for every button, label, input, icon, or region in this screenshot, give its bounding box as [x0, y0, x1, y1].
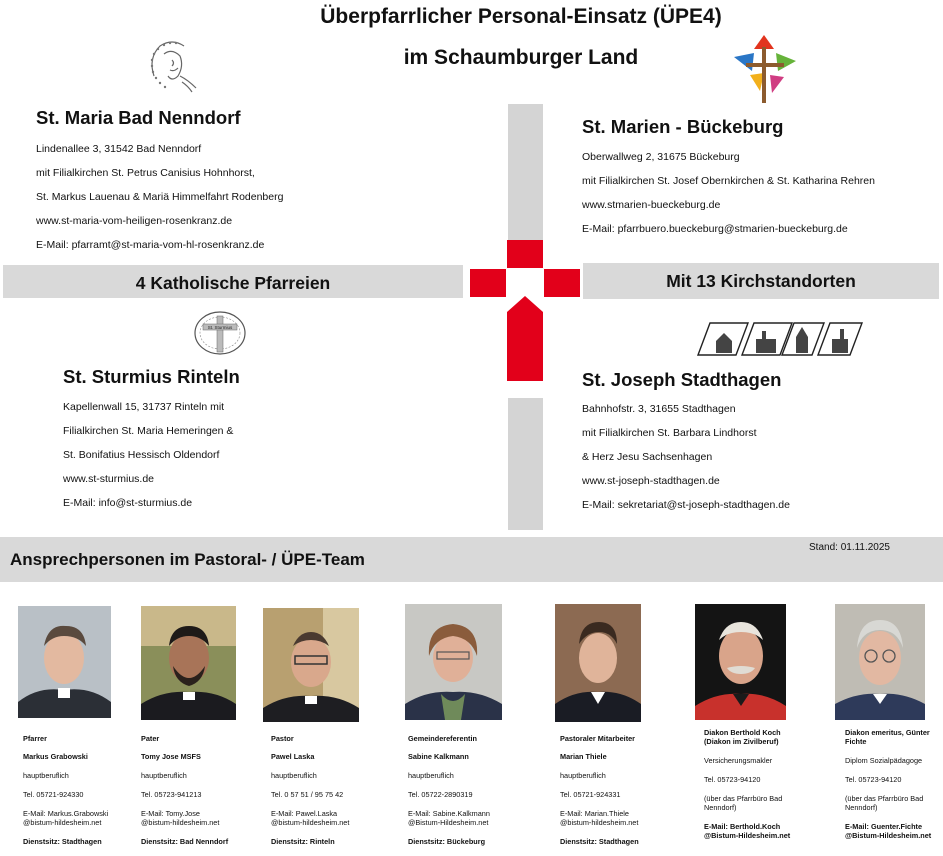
person-email[interactable]: E-Mail: Berthold.Koch	[704, 822, 781, 831]
person-job: Diplom Sozialpädagoge	[845, 756, 923, 765]
parish-website[interactable]: www.st-joseph-stadthagen.de	[582, 475, 720, 487]
madonna-logo-icon	[142, 36, 202, 96]
band-church-locations: Mit 13 Kirchstandorten	[583, 263, 939, 299]
parish-name-bad-nenndorf: St. Maria Bad Nenndorf	[36, 107, 241, 128]
person-phone[interactable]: Tel. 05723-941213	[141, 790, 202, 799]
person-name: Diakon emeritus, Günter	[845, 728, 930, 737]
person-email-domain[interactable]: @Bistum-Hildesheim.net	[408, 818, 489, 827]
person-email[interactable]: E-Mail: Markus.Grabowski	[23, 809, 109, 818]
portrait-markus-grabowski	[18, 606, 111, 718]
portrait-sabine-kalkmann	[405, 604, 502, 720]
person-name: Diakon Berthold Koch	[704, 728, 781, 737]
person-type: hauptberuflich	[408, 771, 454, 780]
rainbow-cross-logo-icon	[730, 33, 798, 105]
person-email-domain[interactable]: @Bistum-Hildesheim.net	[845, 831, 932, 840]
person-phone[interactable]: Tel. 0 57 51 / 95 75 42	[271, 790, 344, 799]
person-phone-note: (über das Pfarrbüro Bad	[845, 794, 924, 803]
parish-line: Oberwallweg 2, 31675 Bückeburg	[582, 151, 740, 163]
person-role: Pfarrer	[23, 734, 47, 743]
seal-text: St. Sturmius	[207, 325, 233, 330]
person-type: hauptberuflich	[141, 771, 187, 780]
parish-details-bueckeburg	[582, 145, 875, 241]
person-name-note: Fichte	[845, 737, 867, 746]
page-title-line1: Überpfarrlicher Personal-Einsatz (ÜPE4)	[320, 5, 722, 28]
person-card-berthold-koch	[704, 728, 790, 840]
parish-line: Filialkirchen St. Maria Hemeringen &	[63, 425, 234, 437]
parish-website[interactable]: www.stmarien-bueckeburg.de	[582, 199, 721, 211]
person-job: Versicherungsmakler	[704, 756, 773, 765]
parish-details-stadthagen	[582, 397, 790, 517]
person-email-domain[interactable]: @bistum-hildesheim.net	[23, 818, 102, 827]
person-phone-note: Nenndorf)	[704, 803, 737, 812]
person-seat: Dienstsitz: Rinteln	[271, 837, 335, 846]
person-name: Sabine Kalkmann	[408, 752, 469, 761]
parish-email[interactable]: E-Mail: sekretariat@st-joseph-stadthagen.de	[582, 499, 790, 511]
person-phone-note: (über das Pfarrbüro Bad	[704, 794, 783, 803]
parish-name-stadthagen: St. Joseph Stadthagen	[582, 369, 782, 390]
person-card-guenter-fichte	[845, 728, 931, 840]
person-card-pawel-laska	[271, 734, 349, 846]
parish-name-rinteln: St. Sturmius Rinteln	[63, 366, 240, 387]
portrait-tomy-jose	[141, 606, 236, 720]
person-role: Pastor	[271, 734, 294, 743]
parish-email[interactable]: E-Mail: pfarrbuero.bueckeburg@stmarien-bueckeburg.de	[582, 223, 848, 235]
person-role: Gemeindereferentin	[408, 734, 477, 743]
parish-line: mit Filialkirchen St. Josef Obernkirchen & St. Katharina Rehren	[582, 175, 875, 187]
person-name: Pawel Laska	[271, 752, 315, 761]
parish-website[interactable]: www.st-maria-vom-heiligen-rosenkranz.de	[36, 215, 233, 227]
person-phone[interactable]: Tel. 05721-924330	[23, 790, 84, 799]
person-name-note: (Diakon im Zivilberuf)	[704, 737, 779, 746]
parish-details-bad-nenndorf	[36, 137, 283, 257]
person-email-domain[interactable]: @bistum-hildesheim.net	[271, 818, 350, 827]
person-phone[interactable]: Tel. 05723-94120	[704, 775, 761, 784]
team-heading: Ansprechpersonen im Pastoral- / ÜPE-Team	[10, 550, 365, 569]
parish-line: & Herz Jesu Sachsenhagen	[582, 451, 713, 463]
parish-email[interactable]: E-Mail: pfarramt@st-maria-vom-hl-rosenkranz.de	[36, 239, 265, 251]
church-skyline-logo-icon	[696, 321, 864, 357]
band-parishes-count: 4 Katholische Pfarreien	[3, 265, 463, 298]
portrait-pawel-laska	[263, 608, 359, 722]
parish-line: mit Filialkirchen St. Petrus Canisius Hohnhorst,	[36, 167, 255, 179]
portrait-berthold-koch	[695, 604, 786, 720]
person-phone[interactable]: Tel. 05723-94120	[845, 775, 902, 784]
red-cross-icon	[470, 238, 580, 383]
page-title-line2: im Schaumburger Land	[403, 46, 639, 69]
person-seat: Dienstsitz: Bad Nenndorf	[141, 837, 229, 846]
person-type: hauptberuflich	[560, 771, 606, 780]
person-email-domain[interactable]: @bistum-hildesheim.net	[560, 818, 639, 827]
parish-line: Bahnhofstr. 3, 31655 Stadthagen	[582, 403, 736, 415]
person-card-markus-grabowski	[23, 734, 108, 846]
person-email[interactable]: E-Mail: Guenter.Fichte	[845, 822, 923, 831]
portrait-guenter-fichte	[835, 604, 925, 720]
parish-line: mit Filialkirchen St. Barbara Lindhorst	[582, 427, 757, 439]
person-name: Tomy Jose MSFS	[141, 752, 201, 761]
person-phone[interactable]: Tel. 05722-2890319	[408, 790, 473, 799]
person-seat: Dienstsitz: Stadthagen	[23, 837, 102, 846]
person-email[interactable]: E-Mail: Sabine.Kalkmann	[408, 809, 490, 818]
parish-line: Kapellenwall 15, 31737 Rinteln mit	[63, 401, 225, 413]
person-card-sabine-kalkmann	[408, 734, 490, 846]
person-email[interactable]: E-Mail: Marian.Thiele	[560, 809, 629, 818]
stand-date: Stand: 01.11.2025	[809, 542, 890, 553]
parish-name-bueckeburg: St. Marien - Bückeburg	[582, 116, 784, 137]
person-seat: Dienstsitz: Bückeburg	[408, 837, 486, 846]
person-type: hauptberuflich	[271, 771, 317, 780]
cross-bar-bottom	[508, 398, 543, 530]
person-phone-note: Nenndorf)	[845, 803, 878, 812]
person-seat: Dienstsitz: Stadthagen	[560, 837, 639, 846]
person-role: Pastoraler Mitarbeiter	[560, 734, 636, 743]
person-email[interactable]: E-Mail: Pawel.Laska	[271, 809, 338, 818]
person-email-domain[interactable]: @bistum-hildesheim.net	[141, 818, 220, 827]
parish-website[interactable]: www.st-sturmius.de	[63, 473, 155, 485]
person-card-marian-thiele	[560, 734, 639, 846]
person-name: Marian Thiele	[560, 752, 607, 761]
parish-email[interactable]: E-Mail: info@st-sturmius.de	[63, 497, 193, 509]
parish-details-rinteln	[63, 395, 233, 515]
person-type: hauptberuflich	[23, 771, 69, 780]
person-role: Pater	[141, 734, 160, 743]
parish-line: St. Bonifatius Hessisch Oldendorf	[63, 449, 220, 461]
person-phone[interactable]: Tel. 05721-924331	[560, 790, 621, 799]
parish-line: St. Markus Lauenau & Mariä Himmelfahrt Rodenberg	[36, 191, 284, 203]
person-email-domain[interactable]: @Bistum-Hildesheim.net	[704, 831, 791, 840]
portrait-marian-thiele	[555, 604, 641, 722]
person-name: Markus Grabowski	[23, 752, 88, 761]
sturmius-seal-icon	[193, 310, 247, 356]
parish-line: Lindenallee 3, 31542 Bad Nenndorf	[36, 143, 202, 155]
person-card-tomy-jose	[141, 734, 228, 846]
person-email[interactable]: E-Mail: Tomy.Jose	[141, 809, 200, 818]
